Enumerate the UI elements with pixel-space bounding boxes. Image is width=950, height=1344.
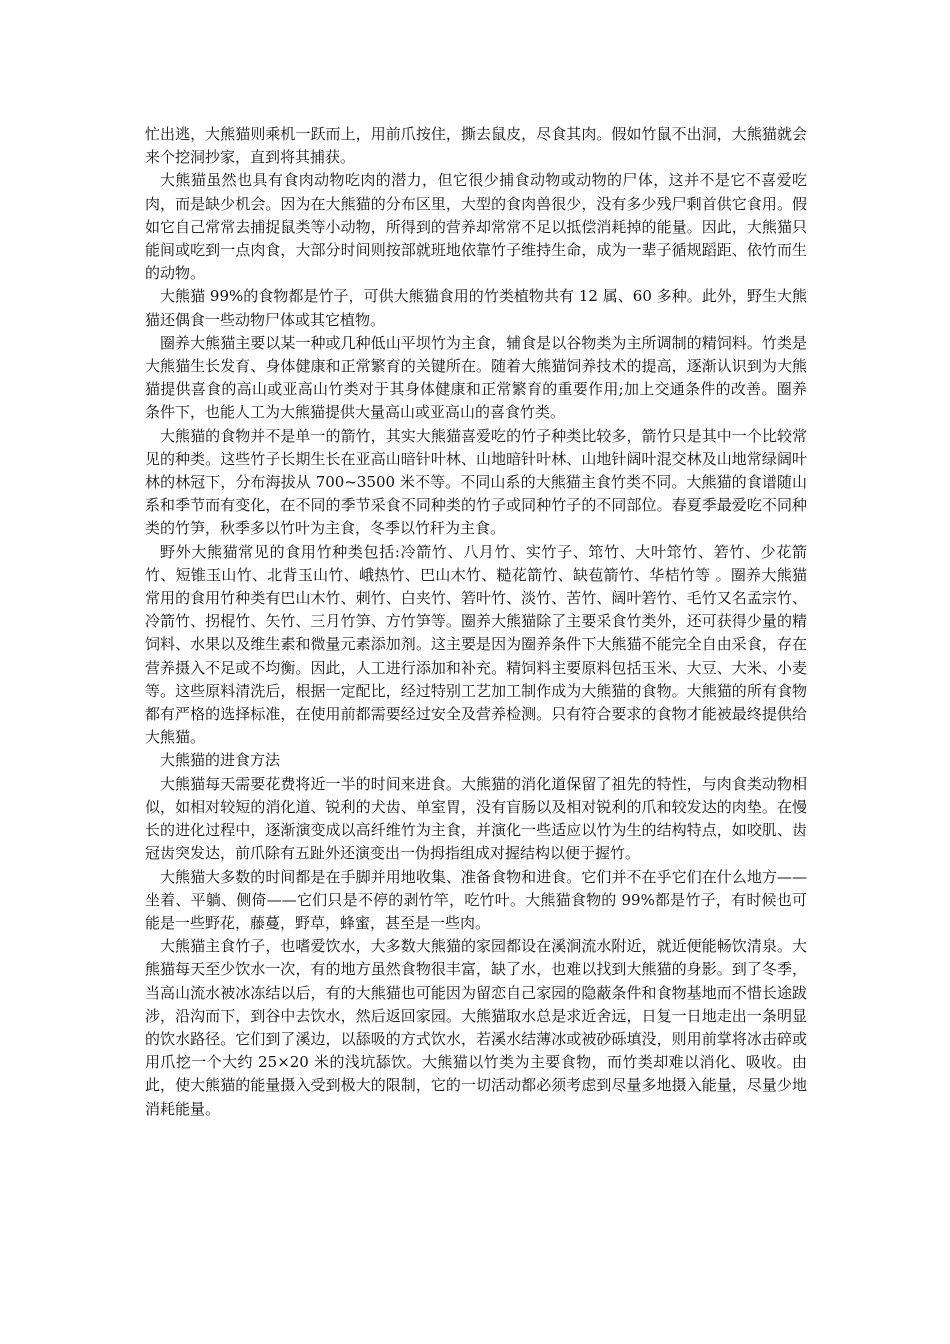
section-heading-eating-method: 大熊猫的进食方法 xyxy=(160,751,281,770)
paragraph-bamboo-list: 野外大熊猫常见的食用竹种类包括:冷箭竹、八月竹、实竹子、筇竹、大叶筇竹、箬竹、少花箭竹、短锥玉山竹、北背玉山竹、峨热竹、巴山木竹、糙花箭竹、缺苞箭竹、华桔竹等 。圈养大熊猫常用的食用竹种类有巴山木竹、刺竹、白夹竹、箬叶竹、淡竹、苦竹、阔叶箬竹、毛竹又名孟宗竹、冷箭竹、拐棍竹、矢竹、三月竹笋、方竹笋等。圈养大熊猫除了主要采食竹类外，还可获得少量的精饲料、水果以及维生素和微量元素添加剂。这主要是因为圈养条件下大熊猫不能完全自由采食，存在营养摄入不足或不均衡。因此，人工进行添加和补充。精饲料主要原料包括玉米、大豆、大米、小麦等。这些原料清洗后，根据一定配比，经过特别工艺加工制作成为大熊猫的食物。大熊猫的所有食物都有严格的选择标准，在使用前都需要经过安全及营养检测。只有符合要求的食物才能被最终提供给大熊猫。 xyxy=(145,542,807,747)
paragraph-gathering-food: 大熊猫大多数的时间都是在手脚并用地收集、准备食物和进食。它们并不在乎它们在什么地方——坐着、平躺、侧倚——它们只是不停的剥竹竿，吃竹叶。大熊猫食物的 99%都是竹子，有时候也可能是一些野花，藤蔓，野草，蜂蜜，甚至是一些肉。 xyxy=(145,867,807,932)
paragraph-continued: 忙出逃，大熊猫则乘机一跃而上，用前爪按住，撕去鼠皮，尽食其肉。假如竹鼠不出洞，大熊猫就会来个挖洞抄家，直到将其捕获。 xyxy=(145,125,807,167)
paragraph-diet-percentage: 大熊猫 99%的食物都是竹子，可供大熊猫食用的竹类植物共有 12 属、60 多种。此外，野生大熊猫还偶食一些动物尸体或其它植物。 xyxy=(145,287,807,329)
paragraph-meat-eating: 大熊猫虽然也具有食肉动物吃肉的潜力，但它很少捕食动物或动物的尸体，这并不是它不喜爱吃肉，而是缺少机会。因为在大熊猫的分布区里，大型的食肉兽很少，没有多少残尸剩首供它食用。假如它自己常常去捕捉鼠类等小动物，所得到的营养却常常不足以抵偿消耗掉的能量。因此，大熊猫只能间或吃到一点肉食，大部分时间则按部就班地依靠竹子维持生命，成为一辈子循规蹈距、依竹而生的动物。 xyxy=(145,171,807,283)
paragraph-captive-diet: 圈养大熊猫主要以某一种或几种低山平坝竹为主食，辅食是以谷物类为主所调制的精饲料。竹类是大熊猫生长发育、身体健康和正常繁育的关键所在。随着大熊猫饲养技术的提高，逐渐认识到为大熊猫提供喜食的高山或亚高山竹类对于其身体健康和正常繁育的重要作用;加上交通条件的改善。圈养条件下，也能人工为大熊猫提供大量高山或亚高山的喜食竹类。 xyxy=(145,333,807,422)
paragraph-drinking-water: 大熊猫主食竹子，也嗜爱饮水，大多数大熊猫的家园都设在溪涧流水附近，就近便能畅饮清泉。大熊猫每天至少饮水一次，有的地方虽然食物很丰富，缺了水，也难以找到大熊猫的身影。到了冬季，当高山流水被冰冻结以后，有的大熊猫也可能因为留恋自己家园的隐蔽条件和食物基地而不惜长途跋涉，沿沟而下，到谷中去饮水，然后返回家园。大熊猫取水总是求近舍远，日复一日地走出一条明显的饮水路径。它们到了溪边，以舔吸的方式饮水，若溪水结薄冰或被砂砾填没，则用前掌将冰击碎或用爪挖一个大约 25×20 米的浅坑舔饮。大熊猫以竹类为主要食物，而竹类却难以消化、吸收。由此，使大熊猫的能量摄入受到极大的限制，它的一切活动都必须考虑到尽量多地摄入能量，尽量少地消耗能量。 xyxy=(145,937,807,1118)
paragraph-eating-time: 大熊猫每天需要花费将近一半的时间来进食。大熊猫的消化道保留了祖先的特性，与肉食类动物相似，如相对较短的消化道、锐利的犬齿、单室胃，没有盲肠以及相对锐利的爪和较发达的肉垫。在慢长的进化过程中，逐渐演变成以高纤维竹为主食，并演化一些适应以竹为生的结构特点，如咬肌、齿冠齿突发达，前爪除有五趾外还演变出一伪拇指组成对握结构以便于握竹。 xyxy=(145,774,807,863)
paragraph-bamboo-species: 大熊猫的食物并不是单一的箭竹，其实大熊猫喜爱吃的竹子种类比较多，箭竹只是其中一个比较常见的种类。这些竹子长期生长在亚高山暗针叶林、山地暗针叶林、山地针阔叶混交林及山地常绿阔叶林的林冠下，分布海拔从 700~3500 米不等。不同山系的大熊猫主食竹类不同。大熊猫的食谱随山系和季节而有变化，在不同的季节采食不同种类的竹子或同种竹子的不同部位。春夏季最爱吃不同种类的竹笋，秋季多以竹叶为主食，冬季以竹秆为主食。 xyxy=(145,426,807,538)
document-page xyxy=(145,123,807,1121)
